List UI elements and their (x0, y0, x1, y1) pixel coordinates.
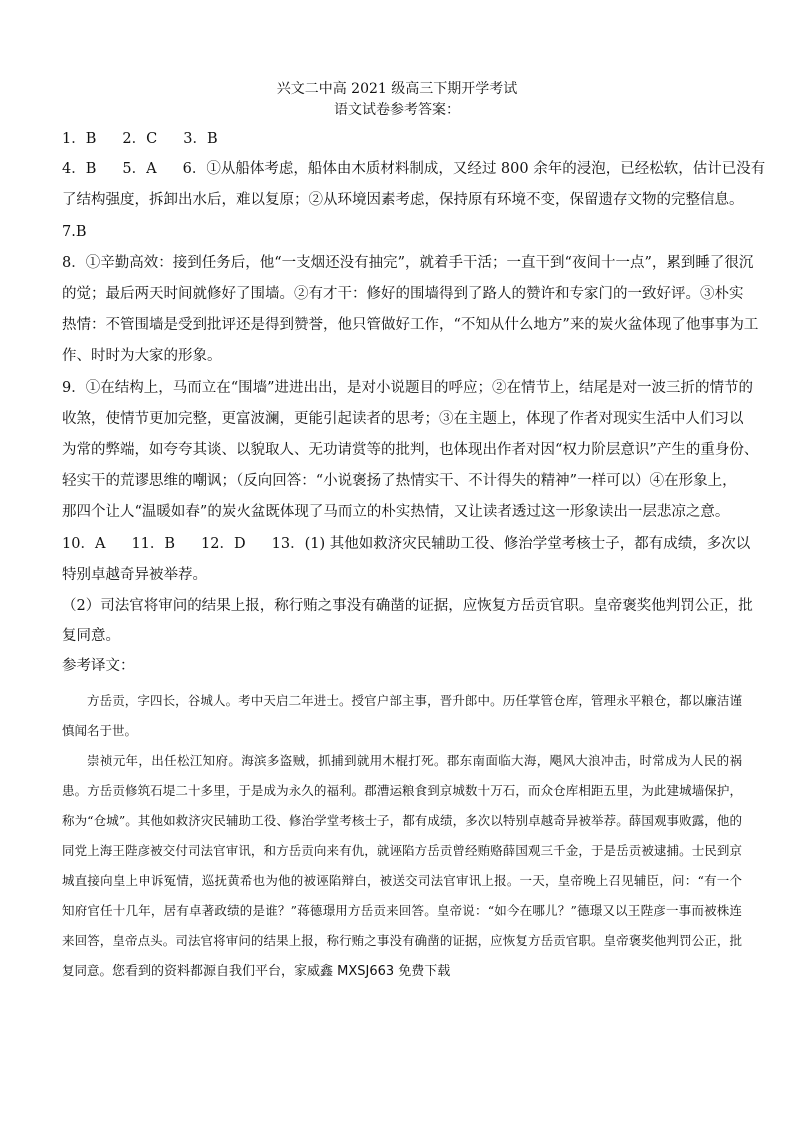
answer-q4: 4．B (62, 161, 97, 177)
answer-q13: 13．(1) 其他如救济灾民辅助工役、修治学堂考核士子，都有成绩，多次以 (271, 536, 751, 552)
footer-note: 您看到的资料都源自我们平台，家威鑫 MXSJ663 免费下载 (112, 964, 451, 979)
answer-q11: 11．B (131, 536, 176, 552)
answer-q2: 2．C (122, 131, 158, 147)
answer-q8-line: 作、时时为大家的形象。 (62, 348, 222, 364)
answer-q13-continued: 特别卓越奇异被举荐。 (62, 567, 207, 583)
answers-line-1 (62, 125, 742, 154)
answer-q9-line: 轻实干的荒谬思维的嘲讽；（反向回答：“小说褒扬了热情实干、不计得失的精神”一样可以）④在形象上， (62, 473, 737, 489)
answer-q9-line: 收煞，使情节更加完整，更富波澜，更能引起读者的思考；③在主题上，体现了作者对现实生活中人们习以 (62, 411, 744, 427)
answer-q6: 6．①从船体考虑，船体由木质材料制成，又经过 800 余年的浸泡，已经松软，估计已没有 (182, 161, 766, 177)
answer-q5: 5．A (122, 161, 157, 177)
answer-q13-part2-line: 复同意。 (62, 628, 120, 644)
answer-q9-line: 9．①在结构上，马而立在“围墙”进进出出，是对小说题目的呼应；②在情节上，结尾是对一波三折的情节的 (62, 380, 754, 396)
answer-q10: 10．A (62, 536, 106, 552)
answer-q12: 12．D (201, 536, 246, 552)
answers-line-2 (62, 155, 766, 184)
answers-line-10 (62, 530, 751, 559)
reference-paragraph-1: 方岳贡，字四长，谷城人。考中天启二年进士。授官户部主事，晋升郎中。历任掌管仓库，管理永平粮仓，都以廉洁谨慎闻名于世。 (62, 693, 742, 738)
exam-title: 兴文二中高 2021 级高三下期开学考试 (276, 81, 518, 97)
answer-q8-line: 热情：不管围墙是受到批评还是得到赞誉，他只管做好工作，“不知从什么地方”来的炭火盆体现了他事事为工 (62, 317, 759, 333)
answer-q9-line: 那四个让人“温暖如春”的炭火盆既体现了马而立的朴实热情，又让读者透过这一形象读出一层悲凉之意。 (62, 504, 730, 520)
reference-translation-label: 参考译文： (62, 658, 135, 674)
reference-paragraph-2-text: 崇祯元年，出任松江知府。海滨多盗贼，抓捕到就用木棍打死。郡东南面临大海，飓风大浪冲击，时常成为人民的祸患。方岳贡修筑石堤二十多里，于是成为永久的福利。郡漕运粮食到京城数十万石，而众仓库相距五里，为此建城墙保护，称为“仓城”。其他如救济灾民辅助工役、修治学堂考核士子，都有成绩，多次以特别卓越奇异被举荐。薛国观事败露，他的同党上海王陛彦被交付司法官审讯，和方岳贡向来有仇，就诬陷方岳贡曾经贿赂薛国观三千金，于是岳贡被逮捕。士民到京城直接向皇上申诉冤情，巡抚黄希也为他的被诬陷辩白，被送交司法官审讯上报。一天，皇帝晚上召见辅臣，问：“有一个知府官任十几年，居有卓著政绩的是谁？”蒋德璟用方岳贡来回答。皇帝说：“如今在哪儿？”德璟又以王陛彦一事而被株连来回答，皇帝点头。司法官将审问的结果上报，称行贿之事没有确凿的证据，应恢复方岳贡官职。皇帝褒奖他判罚公正，批复同意。 (62, 753, 742, 978)
answer-q7: 7.B (62, 224, 87, 240)
answer-q6-continued: 了结构强度，拆卸出水后，难以复原；②从环境因素考虑，保持原有环境不变，保留遗存文物的完整信息。 (62, 192, 744, 208)
answer-q9-line: 为常的弊端，如夸夸其谈、以貌取人、无功请赏等的批判，也体现出作者对因“权力阶层意识”产生的重身份、 (62, 442, 759, 458)
answer-key-subtitle: 语文试卷参考答案： (334, 102, 460, 118)
answer-q3: 3．B (183, 131, 218, 147)
reference-paragraph-2 (62, 746, 742, 987)
answer-q8-line: 8．①辛勤高效：接到任务后，他“一支烟还没有抽完”，就着手干活；一直干到“夜间十一点”，累到睡了很沉 (62, 255, 754, 271)
answer-q1: 1．B (62, 131, 97, 147)
answer-q13-part2-line: （2）司法官将审问的结果上报，称行贿之事没有确凿的证据，应恢复方岳贡官职。皇帝褒奖他判罚公正，批 (62, 598, 753, 614)
answer-q8-line: 的觉；最后两天时间就修好了围墙。②有才干：修好的围墙得到了路人的赞许和专家门的一致好评。③朴实 (62, 286, 744, 302)
